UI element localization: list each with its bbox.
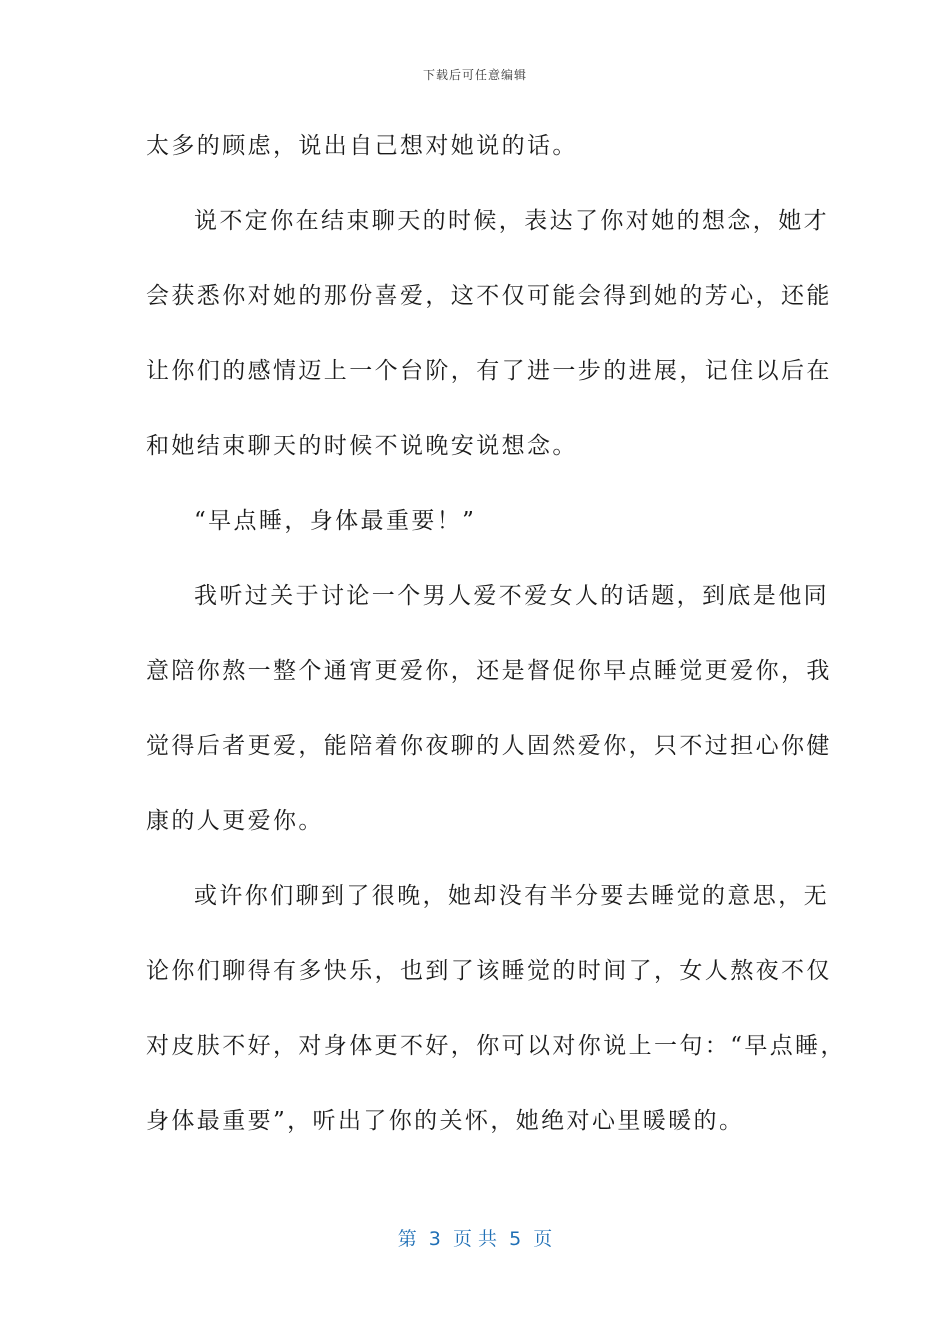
text-line: 我听过关于讨论一个男人爱不爱女人的话题，到底是他同 bbox=[194, 583, 829, 609]
text-line: 意陪你熬一整个通宵更爱你，还是督促你早点睡觉更爱你，我 bbox=[146, 658, 832, 684]
text-line: 身体最重要”，听出了你的关怀，她绝对心里暖暖的。 bbox=[146, 1108, 745, 1134]
text-line: 说不定你在结束聊天的时候，表达了你对她的想念，她才 bbox=[194, 208, 829, 234]
document-body bbox=[146, 124, 846, 1174]
text-line: 和她结束聊天的时候不说晚安说想念。 bbox=[146, 433, 578, 459]
text-line: 会获悉你对她的那份喜爱，这不仅可能会得到她的芳心，还能 bbox=[146, 283, 832, 309]
text-line: “早点睡，身体最重要！” bbox=[194, 508, 477, 534]
text-line: 太多的顾虑，说出自己想对她说的话。 bbox=[146, 133, 578, 159]
text-line: 对皮肤不好，对身体更不好，你可以对你说上一句：“早点睡， bbox=[146, 1033, 846, 1059]
text-line: 让你们的感情迈上一个台阶，有了进一步的进展，记住以后在 bbox=[146, 358, 832, 384]
page-number-footer: 第 3 页 共 5 页 bbox=[397, 1228, 553, 1250]
text-line: 或许你们聊到了很晚，她却没有半分要去睡觉的意思，无 bbox=[194, 883, 829, 909]
text-line: 觉得后者更爱，能陪着你夜聊的人固然爱你，只不过担心你健 bbox=[146, 733, 832, 759]
page-header: 下载后可任意编辑 bbox=[422, 68, 527, 82]
text-line: 论你们聊得有多快乐，也到了该睡觉的时间了，女人熬夜不仅 bbox=[146, 958, 832, 984]
text-line: 康的人更爱你。 bbox=[146, 808, 324, 834]
